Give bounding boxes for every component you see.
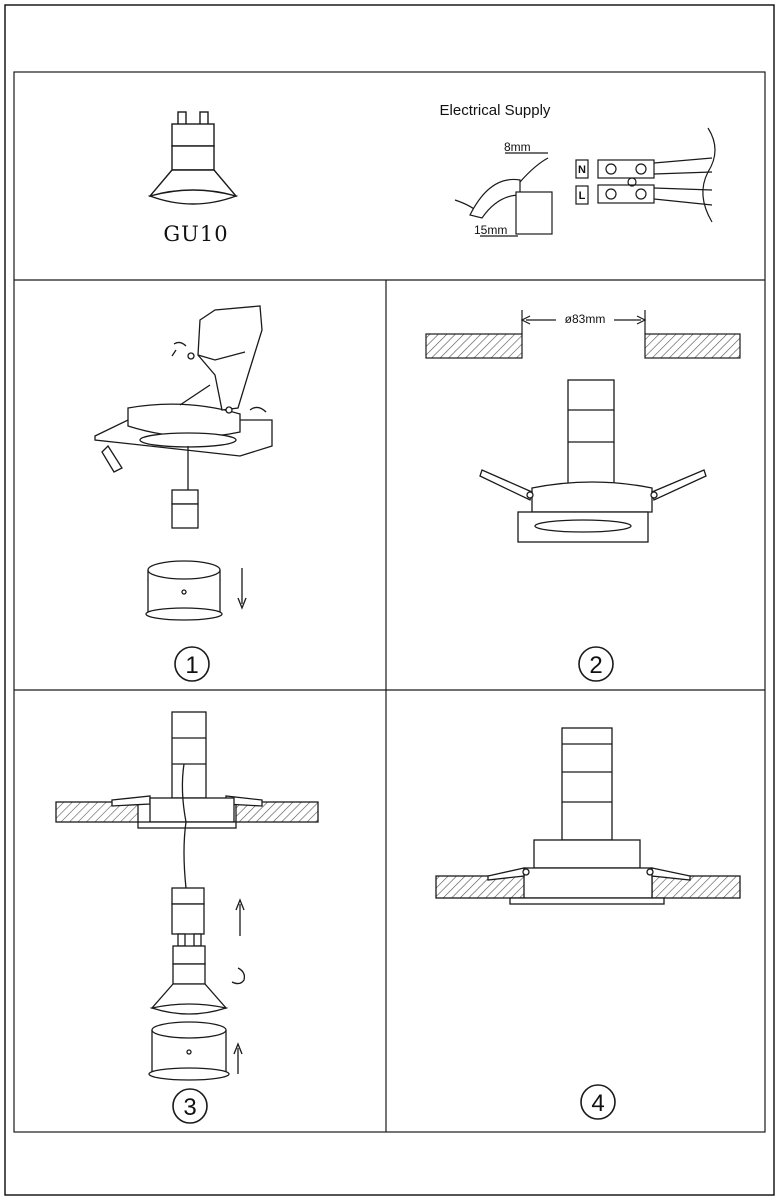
step2-cutout-label: ø83mm	[564, 312, 606, 326]
step1-number: 1	[185, 652, 199, 679]
strip-length-label: 8mm	[504, 140, 531, 154]
bulb-type-label: GU10	[163, 222, 229, 246]
wiring-diagram	[455, 128, 715, 236]
step3-install-figure	[56, 712, 318, 1080]
step4-number-badge	[581, 1085, 615, 1119]
terminal-l-label: L	[578, 190, 586, 202]
insulation-length-label: 15mm	[474, 223, 508, 237]
step1-fitting-figure	[95, 306, 272, 620]
step4-number: 4	[591, 1090, 605, 1117]
step2-number-badge	[579, 647, 613, 681]
step2-fitting-figure	[480, 380, 706, 542]
terminal-n-label: N	[578, 164, 586, 176]
step3-number-badge	[173, 1089, 207, 1123]
electrical-supply-title: Electrical Supply	[439, 102, 551, 119]
step2-number: 2	[589, 652, 603, 679]
step4-installed-figure	[436, 728, 740, 904]
page-frame	[5, 5, 774, 1195]
gu10-bulb-figure	[150, 112, 236, 204]
step3-number: 3	[183, 1094, 197, 1121]
step1-number-badge	[175, 647, 209, 681]
